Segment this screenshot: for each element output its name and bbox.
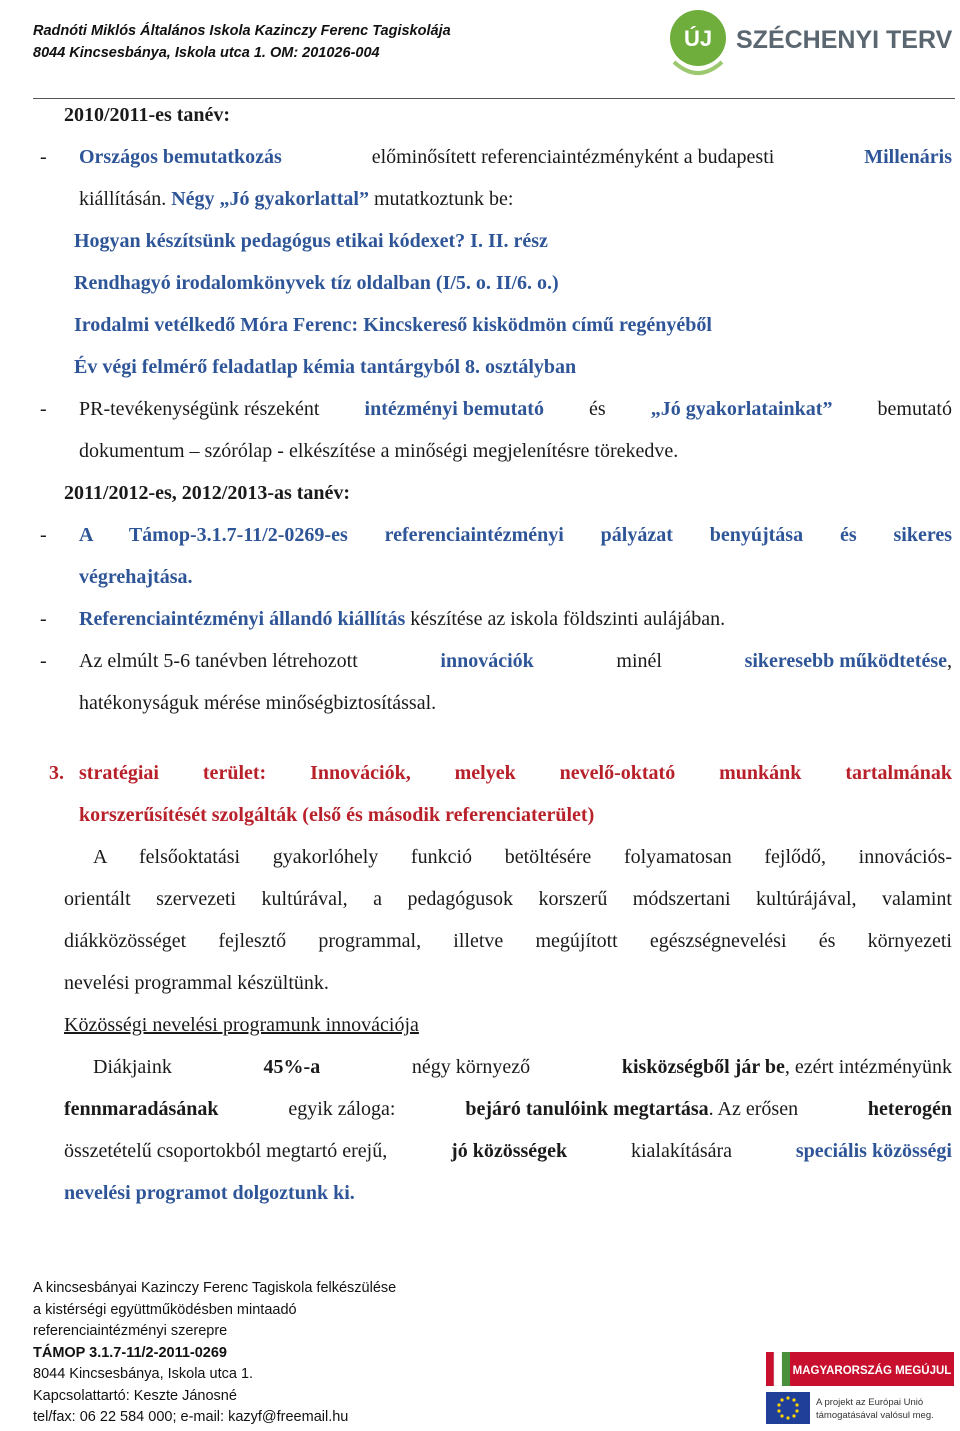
footer-phone-email: tel/fax: 06 22 584 000; e-mail: kazyf@freemail.hu: [33, 1409, 349, 1425]
bullet-dash: -: [40, 146, 47, 168]
strategic-area-title-2: korszerűsítését szolgálták (első és második referenciaterület): [79, 804, 595, 826]
bullet-1-line-2: kiállításán. Négy „Jó gyakorlattal” mutatkoztunk be:: [79, 188, 514, 210]
footer-info: [33, 1278, 396, 1429]
eu-support-logo: [766, 1392, 956, 1424]
svg-text:SZÉCHENYI TERV: SZÉCHENYI TERV: [736, 26, 953, 54]
school-name: Radnóti Miklós Általános Iskola Kazinczy Ferenc Tagiskolája: [33, 23, 451, 39]
strategic-area-number: 3.: [49, 762, 64, 784]
paragraph-1-line-1: A felsőoktatási gyakorlóhely funkció betöltésére folyamatosan fejlődő, innovációs-: [93, 846, 952, 868]
tamop-bullet-line-1: A Támop-3.1.7-11/2-0269-es referenciaintézményi pályázat benyújtása és sikeres: [79, 524, 952, 546]
good-practice-2: Rendhagyó irodalomkönyvek tíz oldalban (I/5. o. II/6. o.): [74, 272, 559, 294]
bullet-2-line-1: PR-tevékenységünk részeként intézményi bemutató és „Jó gyakorlatainkat” bemutató: [79, 398, 952, 420]
paragraph-1-line-2: orientált szervezeti kultúrával, a pedagógusok korszerű módszertani kultúrájával, valamint: [64, 888, 952, 910]
paragraph-2-line-2: fennmaradásának egyik záloga: bejáró tanulóink megtartása. Az erősen heterogén: [64, 1098, 952, 1120]
paragraph-2-line-4: nevelési programot dolgoztunk ki.: [64, 1182, 355, 1204]
footer-project-title-3: referenciaintézményi szerepre: [33, 1323, 228, 1339]
good-practice-1: Hogyan készítsünk pedagógus etikai kódexet? I. II. rész: [74, 230, 548, 252]
bullet-dash: -: [40, 608, 47, 630]
header-divider: [33, 98, 955, 99]
footer-address: 8044 Kincsesbánya, Iskola utca 1.: [33, 1366, 254, 1382]
footer-project-title: A kincsesbányai Kazinczy Ferenc Tagiskola felkészülése: [33, 1280, 397, 1296]
bullet-2-line-2: dokumentum – szórólap - elkészítése a minőségi megjelenítésre törekedve.: [79, 440, 679, 462]
paragraph-1-line-3: diákközösséget fejlesztő programmal, illetve megújított egészségnevelési és környezeti: [64, 930, 952, 952]
paragraph-2-line-3: összetételű csoportokból megtartó erejű, jó közösségek kialakítására speciális közösségi: [64, 1140, 952, 1162]
tamop-bullet-line-2: végrehajtása.: [79, 566, 193, 588]
exhibition-bullet: Referenciaintézményi állandó kiállítás készítése az iskola földszinti aulájában.: [79, 608, 726, 630]
good-practice-3: Irodalmi vetélkedő Móra Ferenc: Kincskereső kisködmön című regényéből: [74, 314, 712, 336]
paragraph-2-line-1: Diákjaink 45%-a négy környező kisközségből jár be, ezért intézményünk: [93, 1056, 952, 1078]
svg-text:MAGYARORSZÁG MEGÚJUL: MAGYARORSZÁG MEGÚJUL: [792, 1365, 952, 1377]
footer-contact-person: Kapcsolattartó: Keszte Jánosné: [33, 1387, 237, 1404]
paragraph-1-line-4: nevelési programmal készültünk.: [64, 972, 329, 994]
bullet-dash: -: [40, 524, 47, 546]
szechenyi-terv-logo: [668, 4, 958, 94]
bullet-dash: -: [40, 398, 47, 420]
strategic-area-title-1: stratégiai terület: Innovációk, melyek nevelő-oktató munkánk tartalmának: [79, 762, 952, 784]
footer-project-title-2: a kistérségi együttműködésben mintaadó: [33, 1301, 297, 1318]
svg-text:támogatásával valósul meg.: támogatásával valósul meg.: [816, 1410, 934, 1421]
svg-text:ÚJ: ÚJ: [683, 26, 713, 51]
school-address: 8044 Kincsesbánya, Iskola utca 1. OM: 201026-004: [33, 45, 380, 61]
magyarorszag-megujul-logo: [766, 1352, 954, 1386]
svg-text:A projekt az Európai Unió: A projekt az Európai Unió: [816, 1397, 924, 1408]
heading-2010-2011: 2010/2011-es tanév:: [64, 104, 231, 126]
good-practice-4: Év végi felmérő feladatlap kémia tantárgyból 8. osztályban: [74, 356, 577, 378]
heading-2011-2013: 2011/2012-es, 2012/2013-as tanév:: [64, 482, 351, 504]
school-header: [33, 20, 451, 64]
innovation-bullet-line-2: hatékonyságuk mérése minőségbiztosítással.: [79, 692, 437, 714]
innovation-bullet-line-1: Az elmúlt 5-6 tanévben létrehozott innovációk minél sikeresebb működtetése,: [79, 650, 952, 672]
footer-tamop-code: TÁMOP 3.1.7-11/2-2011-0269: [33, 1344, 227, 1361]
subheading-community: Közösségi nevelési programunk innovációja: [64, 1014, 419, 1036]
bullet-1-line-1: Országos bemutatkozás előminősített referenciaintézményként a budapesti Millenáris: [79, 146, 952, 168]
bullet-dash: -: [40, 650, 47, 672]
